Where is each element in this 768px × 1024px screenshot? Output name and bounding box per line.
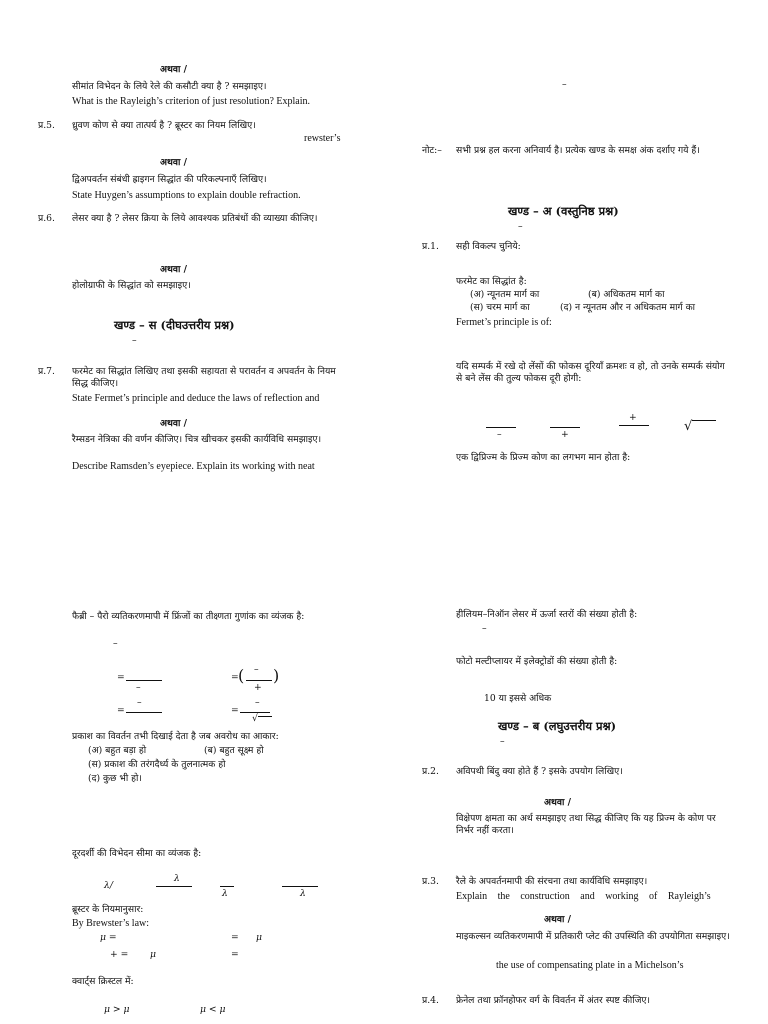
- q1-hindi: सही विकल्प चुनिये:: [456, 241, 521, 252]
- tel-option-a: λ/: [104, 880, 113, 891]
- mcq-brewster-hindi: ब्रूस्टर के नियमानुसार:: [72, 904, 144, 915]
- section-a-heading: खण्ड – अ (वस्तुनिष्ठ प्रश्न): [508, 204, 619, 218]
- or-label: अथवा /: [160, 418, 187, 429]
- note-text: सभी प्रश्न हल करना अनिवार्य है। प्रत्येक खण्ड के समक्ष अंक दर्शाए गये हैं।: [456, 145, 700, 156]
- quartz-option-b: μ < μ: [200, 1004, 226, 1015]
- q5-english-fragment: rewster’s: [304, 133, 341, 144]
- fp-dash: –: [113, 638, 118, 649]
- or-label: अथवा /: [160, 64, 187, 75]
- fermat-option-a: (अ) न्यूनतम मार्ग का: [470, 289, 540, 300]
- or-label: अथवा /: [544, 797, 571, 808]
- q6-hindi: लेसर क्या है ? लेसर क्रिया के लिये आवश्यक प्रतिबंधों की व्याख्या कीजिए।: [72, 213, 318, 224]
- fermat-option-c: (स) चरम मार्ग का: [470, 302, 530, 313]
- mcq-he-ne-laser: हीलियम–निऑन लेसर में ऊर्जा स्तरों की संख्या होती है:: [456, 609, 638, 620]
- mcq-diffraction: प्रकाश का विवर्तन तभी दिखाई देता है जब अवरोध का आकार:: [72, 731, 279, 742]
- or-label: अथवा /: [544, 914, 571, 925]
- q2-hindi: अविपथी बिंदु क्या होते हैं ? इसके उपयोग लिखिए।: [456, 766, 623, 777]
- right-column: – नोट:– सभी प्रश्न हल करना अनिवार्य है। प्रत्येक खण्ड के समक्ष अंक दर्शाए गये हैं। खण्ड – अ (वस्तुनिष्ठ प्रश्न) – प्र.1. सही विकल्प चुनिये: फरमेट का सिद्धांत है: (अ) न्यूनतम मार्ग का (ब) अधिकतम मार्ग का (स) चरम मार्ग का (द) न न्यूनतम और न अधिकतम मार्ग का Fermet’s principle is of: यदि सम्पर्क में रखे दो लेंसों की फोकस दूरियाँ क्रमशः व हो, तो उनके सम्पर्क संयोग से बने लेंस की तुल्य फोकस दूरी होगी: – + + √ एक द्विप्रिज्म के प्रिज्म कोण का लगभग मान होता है: हीलियम–निऑन लेसर में ऊर्जा स्तरों की संख्या होती है: – फोटो मल्टीप्लायर में इलेक्ट्रोडों की संख्या होती है: 10 या इससे अधिक खण्ड – ब (लघुउत्तरीय प्रश्न) – प्र.2. अविपथी बिंदु क्या होते हैं ? इसके उपयोग लिखिए। अथवा / विक्षेपण क्षमता का अर्थ समझाइए तथा सिद्ध कीजिए कि यह प्रिज्म के कोण पर निर्भर नहीं करता। प्र.3. रैले के अपवर्तनमापी की संरचना तथा कार्यविधि समझाइए। Explain the construction and working of Rayleigh’s अथवा / माइकल्सन व्यतिकरणमापी में प्रतिकारी प्लेट की उपस्थिति की उपयोगिता समझाइए। the use of compensating plate in a Michelson’s प्र.4. फ्रेनेल तथा फ्रॉनहोफर वर्ग के विवर्तन में अंतर स्पष्ट कीजिए।: [422, 79, 730, 1006]
- q5-hindi: ध्रुवण कोण से क्या तात्पर्य है ? ब्रूस्टर का नियम लिखिए।: [72, 120, 256, 131]
- mcq-telescope: दूरदर्शी की विभेदन सीमा का व्यंजक है:: [72, 848, 202, 859]
- section-c-dash: –: [132, 335, 137, 346]
- mcq-fabry-perot: फैब्री – पैरो व्यतिकरणमापी में फ्रिंजों का तीक्ष्णता गुणांक का व्यंजक है:: [72, 611, 305, 622]
- q3-alt-english: the use of compensating plate in a Michelson’s: [496, 960, 684, 971]
- mcq-quartz: क्वार्ट्स क्रिस्टल में:: [72, 976, 134, 987]
- q2-alt-hindi: विक्षेपण क्षमता का अर्थ समझाइए तथा सिद्ध कीजिए कि यह प्रिज्म के कोण पर निर्भर नहीं करता।: [456, 813, 716, 837]
- q6-alt-hindi: होलोग्राफी के सिद्धांत को समझाइए।: [72, 280, 191, 291]
- left-column: अथवा / सीमांत विभेदन के लिये रेले की कसौटी क्या है ? समझाइए। What is the Rayleigh’s criterion of just resolution? Explain. प्र.5. ध्रुवण कोण से क्या तात्पर्य है ? ब्रूस्टर का नियम लिखिए। rewster’s अथवा / द्विअपवर्तन संबंधी ह्राइगन सिद्धांत की परिकल्पनाएँ लिखिए। State Huygen’s assumptions to explain double refraction. प्र.6. लेसर क्या है ? लेसर क्रिया के लिये आवश्यक प्रतिबंधों की व्याख्या कीजिए। अथवा / होलोग्राफी के सिद्धांत को समझाइए। खण्ड – स (दीघउत्तरीय प्रश्न) – प्र.7. फरमेट का सिद्धांत लिखिए तथा इसकी सहायता से परावर्तन व अपवर्तन के नियम सिद्ध कीजिए। State Fermet’s principle and deduce the laws of reflection and अथवा / रैम्सडन नेत्रिका की वर्णन कीजिए। चित्र खीचकर इसकी कार्यविधि समझाइए। Describe Ramsden’s eyepiece. Explain its working with neat फैब्री – पैरो व्यतिकरणमापी में फ्रिंजों का तीक्ष्णता गुणांक का व्यंजक है: – = – = ( – + ) = – = – √ प्रकाश का विवर्तन तभी दिखाई देता है जब अवरोध का आकार: (अ) बहुत बड़ा हो (ब) बहुत सूक्ष्म हो (स) प्रकाश की तरंगदैर्ध्य के तुलनात्मक हो (द) कुछ भी हो। दूरदर्शी की विभेदन सीमा का व्यंजक है: λ/ λ λ λ ब्रूस्टर के नियमानुसार: By Brewster’s law: μ = = μ + = μ = क्वार्ट्स क्रिस्टल में: μ > μ μ < μ: [0, 0, 384, 1024]
- q7-alt-hindi: रैम्सडन नेत्रिका की वर्णन कीजिए। चित्र खीचकर इसकी कार्यविधि समझाइए।: [72, 434, 322, 445]
- q7-alt-english: Describe Ramsden’s eyepiece. Explain its working with neat: [72, 461, 315, 472]
- mcq-brewster-english: By Brewster’s law:: [72, 918, 150, 929]
- q1-number: प्र.1.: [422, 241, 439, 252]
- note-label: नोट:–: [422, 145, 442, 156]
- section-b-heading: खण्ड – ब (लघुउत्तरीय प्रश्न): [498, 719, 617, 733]
- q4-hindi: फ्रेनेल तथा फ्रॉनहोफर वर्ग के विवर्तन में अंतर स्पष्ट कीजिए।: [456, 995, 650, 1006]
- q7-english: State Fermet’s principle and deduce the laws of reflection and: [72, 393, 320, 404]
- section-b-dash: –: [500, 736, 505, 747]
- br-option-d: =: [231, 949, 239, 960]
- diff-option-c: (स) प्रकाश की तरंगदैर्ध्य के तुलनात्मक हो: [88, 759, 226, 770]
- fermat-english: Fermet’s principle is of:: [456, 317, 552, 328]
- diff-option-d: (द) कुछ भी हो।: [88, 773, 142, 784]
- quartz-option-a: μ > μ: [104, 1004, 130, 1015]
- diff-option-b: (ब) बहुत सूक्ष्म हो: [204, 745, 264, 756]
- q3-alt-hindi: माइकल्सन व्यतिकरणमापी में प्रतिकारी प्लेट की उपस्थिति की उपयोगिता समझाइए।: [456, 931, 730, 942]
- top-dash: –: [562, 79, 567, 90]
- q4-number: प्र.4.: [422, 995, 439, 1006]
- mcq-photomultiplier: फोटो मल्टीप्लायर में इलेक्ट्रोडों की संख्या होती है:: [456, 656, 618, 667]
- diff-option-a: (अ) बहुत बड़ा हो: [88, 745, 147, 756]
- br-option-a: μ =: [100, 932, 117, 943]
- pmt-option: 10 या इससे अधिक: [484, 693, 552, 704]
- mcq-fermat: फरमेट का सिद्धांत है:: [456, 276, 527, 287]
- q4-alt-english: What is the Rayleigh’s criterion of just resolution? Explain.: [72, 96, 311, 107]
- mcq-lens: यदि सम्पर्क में रखे दो लेंसों की फोकस दूरियाँ क्रमशः व हो, तो उनके सम्पर्क संयोग से बने लेंस की तुल्य फोकस दूरी होगी:: [456, 361, 725, 385]
- q3-number: प्र.3.: [422, 876, 439, 887]
- q7-number: प्र.7.: [38, 366, 55, 377]
- q2-number: प्र.2.: [422, 766, 439, 777]
- laser-dash: –: [482, 623, 487, 634]
- mcq-prism: एक द्विप्रिज्म के प्रिज्म कोण का लगभग मान होता है:: [456, 452, 631, 463]
- q7-hindi: फरमेट का सिद्धांत लिखिए तथा इसकी सहायता से परावर्तन व अपवर्तन के नियम सिद्ध कीजिए।: [72, 366, 336, 390]
- q5-alt-english: State Huygen’s assumptions to explain double refraction.: [72, 190, 301, 201]
- fermat-option-d: (द) न न्यूनतम और न अधिकतम मार्ग का: [560, 302, 696, 313]
- or-label: अथवा /: [160, 157, 187, 168]
- or-label: अथवा /: [160, 264, 187, 275]
- section-c-heading: खण्ड – स (दीघउत्तरीय प्रश्न): [114, 318, 235, 332]
- q5-alt-hindi: द्विअपवर्तन संबंधी ह्राइगन सिद्धांत की परिकल्पनाएँ लिखिए।: [72, 174, 267, 185]
- q3-english: Explain the construction and working of Rayleigh’s: [456, 891, 711, 902]
- fermat-option-b: (ब) अधिकतम मार्ग का: [588, 289, 665, 300]
- q4-alt-hindi: सीमांत विभेदन के लिये रेले की कसौटी क्या है ? समझाइए।: [72, 81, 267, 92]
- section-a-dash: –: [518, 221, 523, 232]
- q6-number: प्र.6.: [38, 213, 55, 224]
- q3-hindi: रैले के अपवर्तनमापी की संरचना तथा कार्यविधि समझाइए।: [456, 876, 648, 887]
- q5-number: प्र.5.: [38, 120, 55, 131]
